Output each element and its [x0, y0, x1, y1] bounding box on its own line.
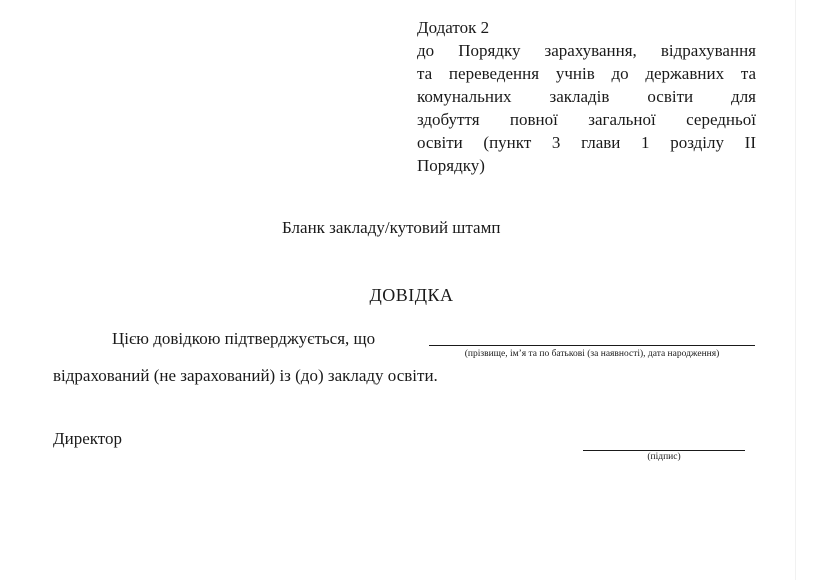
- signature-line: [583, 450, 745, 451]
- name-fill-line: [429, 345, 755, 346]
- director-label: Директор: [53, 429, 122, 448]
- annex-line: та переведення учнів до державних та: [417, 64, 756, 83]
- annex-title: Додаток 2: [417, 18, 490, 37]
- certificate-text-line: Цією довідкою підтверджується, що: [112, 329, 376, 348]
- annex-line: комунальних закладів освіти для: [417, 87, 756, 106]
- annex-line: Порядку): [417, 156, 485, 175]
- stamp-label: Бланк закладу/кутовий штамп: [282, 218, 501, 237]
- name-field-hint: (прізвище, ім’я та по батькові (за наявності), дата народження): [464, 349, 720, 359]
- annex-line: здобуття повної загальної середньої: [417, 110, 756, 129]
- annex-line: до Порядку зарахування, відрахування: [417, 41, 756, 60]
- certificate-text-line: відрахований (не зарахований) із (до) закладу освіти.: [53, 366, 438, 385]
- signature-hint: (підпис): [647, 452, 681, 462]
- annex-line: освіти (пункт 3 глави 1 розділу II: [417, 133, 756, 152]
- document-title: ДОВІДКА: [369, 285, 454, 305]
- annex-block: [417, 16, 756, 177]
